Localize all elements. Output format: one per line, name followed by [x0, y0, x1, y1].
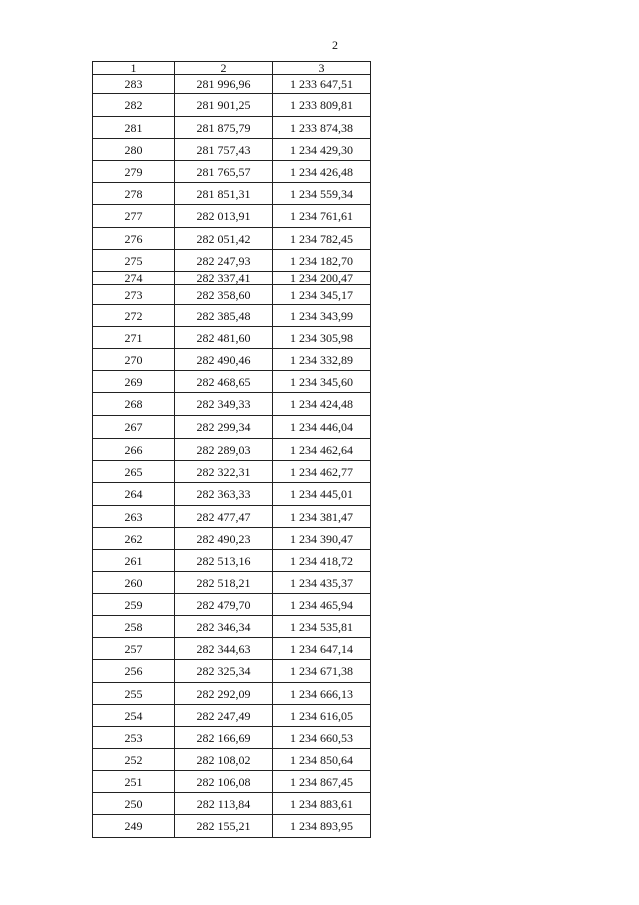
y-coordinate-cell: 1 234 465,94	[273, 594, 371, 616]
point-number-cell: 263	[93, 506, 175, 528]
point-number-cell: 255	[93, 683, 175, 705]
y-coordinate-cell: 1 234 332,89	[273, 349, 371, 371]
table-row	[93, 285, 371, 305]
table-row	[93, 272, 371, 285]
x-coordinate-cell: 281 901,25	[175, 94, 273, 117]
point-number-cell: 256	[93, 660, 175, 683]
x-coordinate-cell: 282 513,16	[175, 550, 273, 572]
x-coordinate-cell: 282 490,23	[175, 528, 273, 550]
table-row	[93, 483, 371, 506]
table-row	[93, 660, 371, 683]
y-coordinate-cell: 1 234 671,38	[273, 660, 371, 683]
y-coordinate-cell: 1 234 381,47	[273, 506, 371, 528]
x-coordinate-cell: 282 481,60	[175, 327, 273, 349]
table-row	[93, 683, 371, 705]
x-coordinate-cell: 282 113,84	[175, 793, 273, 815]
table-row	[93, 749, 371, 771]
y-coordinate-cell: 1 234 345,60	[273, 371, 371, 393]
point-number-cell: 249	[93, 815, 175, 838]
point-number-cell: 275	[93, 250, 175, 272]
y-coordinate-cell: 1 234 660,53	[273, 727, 371, 749]
x-coordinate-cell: 282 518,21	[175, 572, 273, 594]
table-row	[93, 771, 371, 793]
x-coordinate-cell: 282 247,93	[175, 250, 273, 272]
x-coordinate-cell: 282 106,08	[175, 771, 273, 793]
point-number-cell: 274	[93, 272, 175, 285]
table-row	[93, 815, 371, 838]
y-coordinate-cell: 1 234 647,14	[273, 638, 371, 660]
table-row	[93, 550, 371, 572]
point-number-cell: 262	[93, 528, 175, 550]
y-coordinate-cell: 1 234 182,70	[273, 250, 371, 272]
table-row	[93, 705, 371, 727]
y-coordinate-cell: 1 234 850,64	[273, 749, 371, 771]
point-number-cell: 267	[93, 416, 175, 439]
table-row	[93, 528, 371, 550]
x-coordinate-cell: 282 349,33	[175, 393, 273, 416]
table-row	[93, 349, 371, 371]
table-body	[93, 75, 371, 838]
table-row	[93, 139, 371, 161]
x-coordinate-cell: 282 322,31	[175, 461, 273, 483]
y-coordinate-cell: 1 234 782,45	[273, 228, 371, 250]
x-coordinate-cell: 282 166,69	[175, 727, 273, 749]
point-number-cell: 269	[93, 371, 175, 393]
point-number-cell: 270	[93, 349, 175, 371]
x-coordinate-cell: 282 477,47	[175, 506, 273, 528]
y-coordinate-cell: 1 234 345,17	[273, 285, 371, 305]
point-number-cell: 281	[93, 117, 175, 139]
table-row	[93, 727, 371, 749]
y-coordinate-cell: 1 234 429,30	[273, 139, 371, 161]
page-number: 2	[332, 38, 338, 52]
x-coordinate-cell: 281 875,79	[175, 117, 273, 139]
point-number-cell: 259	[93, 594, 175, 616]
point-number-cell: 283	[93, 75, 175, 94]
y-coordinate-cell: 1 234 462,77	[273, 461, 371, 483]
table-row	[93, 161, 371, 183]
x-coordinate-cell: 282 385,48	[175, 305, 273, 327]
table-header-row	[93, 62, 371, 75]
table-row	[93, 228, 371, 250]
table-row	[93, 638, 371, 660]
y-coordinate-cell: 1 234 426,48	[273, 161, 371, 183]
table-row	[93, 461, 371, 483]
x-coordinate-cell: 282 051,42	[175, 228, 273, 250]
x-coordinate-cell: 281 851,31	[175, 183, 273, 205]
point-number-cell: 277	[93, 205, 175, 228]
y-coordinate-cell: 1 234 893,95	[273, 815, 371, 838]
table-row	[93, 371, 371, 393]
y-coordinate-cell: 1 234 559,34	[273, 183, 371, 205]
point-number-cell: 282	[93, 94, 175, 117]
table-row	[93, 572, 371, 594]
y-coordinate-cell: 1 233 647,51	[273, 75, 371, 94]
table-row	[93, 506, 371, 528]
x-coordinate-cell: 281 996,96	[175, 75, 273, 94]
y-coordinate-cell: 1 233 874,38	[273, 117, 371, 139]
y-coordinate-cell: 1 234 883,61	[273, 793, 371, 815]
point-number-cell: 265	[93, 461, 175, 483]
point-number-cell: 266	[93, 439, 175, 461]
y-coordinate-cell: 1 234 867,45	[273, 771, 371, 793]
table-row	[93, 117, 371, 139]
y-coordinate-cell: 1 234 616,05	[273, 705, 371, 727]
y-coordinate-cell: 1 234 418,72	[273, 550, 371, 572]
x-coordinate-cell: 282 155,21	[175, 815, 273, 838]
point-number-cell: 261	[93, 550, 175, 572]
point-number-cell: 272	[93, 305, 175, 327]
table-row	[93, 305, 371, 327]
y-coordinate-cell: 1 234 343,99	[273, 305, 371, 327]
y-coordinate-cell: 1 234 305,98	[273, 327, 371, 349]
x-coordinate-cell: 281 765,57	[175, 161, 273, 183]
y-coordinate-cell: 1 234 462,64	[273, 439, 371, 461]
x-coordinate-cell: 282 013,91	[175, 205, 273, 228]
point-number-cell: 251	[93, 771, 175, 793]
table-row	[93, 205, 371, 228]
x-coordinate-cell: 282 344,63	[175, 638, 273, 660]
column-header-3: 3	[273, 62, 371, 75]
table-row	[93, 793, 371, 815]
y-coordinate-cell: 1 234 446,04	[273, 416, 371, 439]
table-row	[93, 250, 371, 272]
table-row	[93, 439, 371, 461]
point-number-cell: 253	[93, 727, 175, 749]
column-header-1: 1	[93, 62, 175, 75]
x-coordinate-cell: 282 325,34	[175, 660, 273, 683]
point-number-cell: 258	[93, 616, 175, 638]
x-coordinate-cell: 282 247,49	[175, 705, 273, 727]
y-coordinate-cell: 1 234 435,37	[273, 572, 371, 594]
x-coordinate-cell: 282 337,41	[175, 272, 273, 285]
point-number-cell: 273	[93, 285, 175, 305]
x-coordinate-cell: 282 346,34	[175, 616, 273, 638]
x-coordinate-cell: 282 358,60	[175, 285, 273, 305]
table-row	[93, 75, 371, 94]
y-coordinate-cell: 1 234 390,47	[273, 528, 371, 550]
point-number-cell: 252	[93, 749, 175, 771]
table-row	[93, 416, 371, 439]
y-coordinate-cell: 1 234 761,61	[273, 205, 371, 228]
x-coordinate-cell: 282 289,03	[175, 439, 273, 461]
y-coordinate-cell: 1 234 666,13	[273, 683, 371, 705]
x-coordinate-cell: 282 363,33	[175, 483, 273, 506]
point-number-cell: 280	[93, 139, 175, 161]
x-coordinate-cell: 282 108,02	[175, 749, 273, 771]
point-number-cell: 257	[93, 638, 175, 660]
table-row	[93, 183, 371, 205]
table-row	[93, 94, 371, 117]
y-coordinate-cell: 1 234 535,81	[273, 616, 371, 638]
point-number-cell: 279	[93, 161, 175, 183]
point-number-cell: 250	[93, 793, 175, 815]
x-coordinate-cell: 282 299,34	[175, 416, 273, 439]
point-number-cell: 260	[93, 572, 175, 594]
y-coordinate-cell: 1 234 445,01	[273, 483, 371, 506]
x-coordinate-cell: 282 479,70	[175, 594, 273, 616]
y-coordinate-cell: 1 233 809,81	[273, 94, 371, 117]
point-number-cell: 271	[93, 327, 175, 349]
point-number-cell: 278	[93, 183, 175, 205]
table-row	[93, 616, 371, 638]
y-coordinate-cell: 1 234 424,48	[273, 393, 371, 416]
point-number-cell: 276	[93, 228, 175, 250]
point-number-cell: 264	[93, 483, 175, 506]
point-number-cell: 268	[93, 393, 175, 416]
coordinates-table	[92, 61, 371, 838]
x-coordinate-cell: 282 292,09	[175, 683, 273, 705]
column-header-2: 2	[175, 62, 273, 75]
x-coordinate-cell: 281 757,43	[175, 139, 273, 161]
y-coordinate-cell: 1 234 200,47	[273, 272, 371, 285]
table-row	[93, 327, 371, 349]
table-row	[93, 393, 371, 416]
x-coordinate-cell: 282 490,46	[175, 349, 273, 371]
table-row	[93, 594, 371, 616]
x-coordinate-cell: 282 468,65	[175, 371, 273, 393]
point-number-cell: 254	[93, 705, 175, 727]
